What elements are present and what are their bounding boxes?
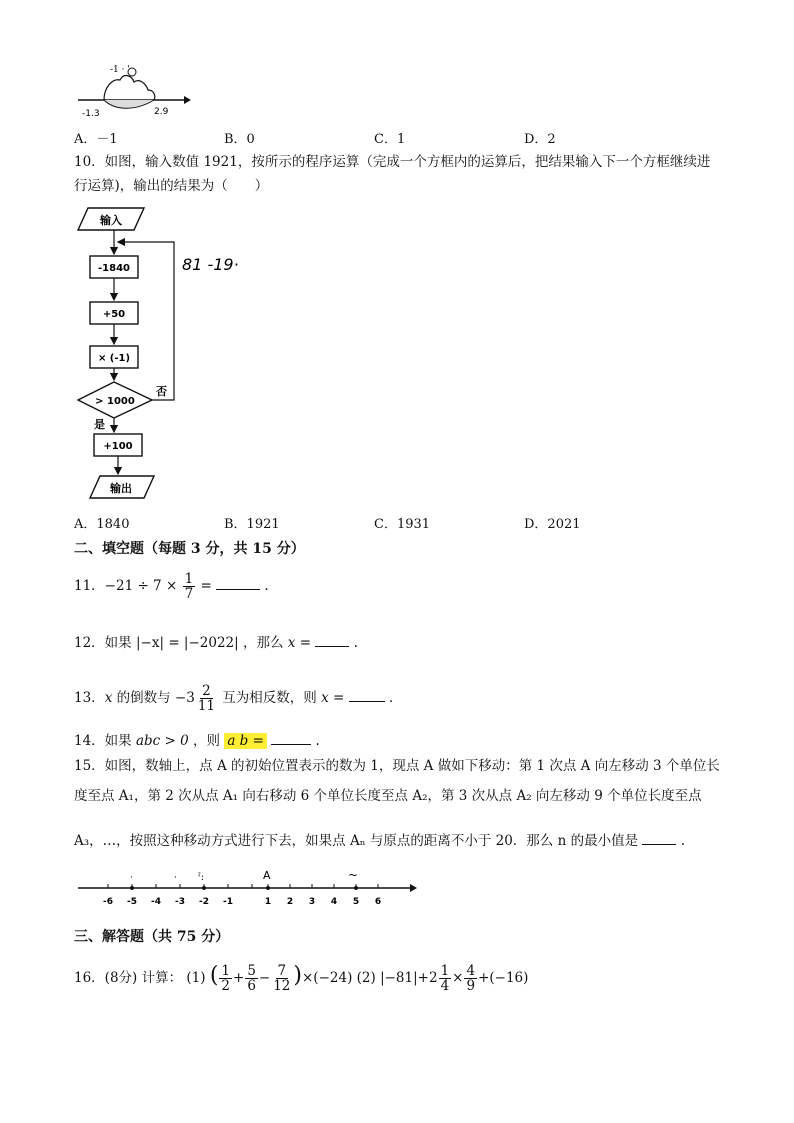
q13: 13．x 的倒数与 −3 $\frac{2}{11}$ 互为相反数，则 x = . (74, 683, 394, 714)
q11-end: . (264, 578, 269, 594)
q15-end: . (680, 833, 685, 849)
q12-mid: ，那么 (242, 635, 284, 651)
q9-number-line-figure (74, 58, 194, 122)
q16-times1: ×(−24) (302, 970, 353, 986)
svg-text:·: · (174, 873, 177, 883)
q11-fraction: $\frac{1}{7}$ (184, 571, 194, 602)
flow-step2-label: +50 (102, 309, 126, 320)
q13-eq: = (333, 690, 345, 706)
q14-cond: abc > 0 (135, 733, 189, 749)
q9-label-right: 2.9 (154, 107, 169, 117)
q16-frac-1: $\frac{1}{2}$ (221, 963, 230, 994)
q16-frac-4: $\frac{4}{9}$ (466, 963, 476, 994)
q11 (74, 572, 269, 601)
q16-times2: × (452, 970, 464, 986)
q11-prefix: 11．−21 ÷ 7 × (74, 578, 178, 594)
flow-output-label: 输出 (110, 482, 132, 495)
q15-tick-3: 3 (308, 897, 316, 907)
q15-tick-neg2: -2 (199, 897, 209, 907)
q9-option-c[interactable]: C．1 (374, 132, 406, 147)
q15-answer-blank[interactable] (642, 830, 676, 845)
flow-handwriting: 81 -19· (182, 255, 239, 274)
q15-tick-neg5: -5 (127, 897, 137, 907)
svg-text:ˀ:: ˀ: (198, 872, 205, 883)
flow-decision-label: > 1000 (95, 396, 135, 407)
q16-abs: |−81| (380, 970, 418, 986)
q15-tick-2: 2 (286, 897, 294, 907)
q12-abs2: |−2022| (183, 635, 239, 651)
q15-tick-6: 6 (374, 897, 382, 907)
q12-eq2: = (299, 635, 312, 651)
flow-step3-label: × (-1) (97, 353, 131, 364)
q12-eq: = (168, 635, 180, 651)
q12 (74, 632, 358, 653)
q15-point-a: A (263, 869, 271, 882)
q15-line1: 15．如图，数轴上，点 A 的初始位置表示的数为 1，现点 A 做如下移动：第 1 次点 A 向左移动 3 个单位长 (74, 758, 720, 774)
flow-yes-label: 是 (94, 418, 105, 431)
q16-part1-label: (1) (186, 970, 206, 986)
q10-option-c[interactable]: C．1931 (374, 517, 431, 532)
q16-mixed-frac: $\frac{1}{4}$ (440, 963, 450, 994)
q9-option-b[interactable]: B．0 (224, 132, 255, 147)
q15-line3: A₃，…，按照这种移动方式进行下去，如果点 Aₙ 与原点的距离不小于 20．那么 n 的最小值是 (74, 833, 639, 849)
q16-tail: +(−16) (478, 970, 529, 986)
q13-prefix-var: x (104, 690, 113, 706)
q10-flowchart (74, 204, 274, 504)
q15-line2: 度至点 A₁，第 2 次从点 A₁ 向右移动 6 个单位长度至点 A₂，第 3 次从点 A₂ 向左移动 9 个单位长度至点 (74, 788, 702, 804)
q13-fraction: $\frac{2}{11}$ (197, 683, 215, 714)
q14-prefix: 14．如果 (74, 733, 132, 749)
q15-tick-4: 4 (330, 897, 338, 907)
q16-part2-label: (2) (356, 970, 376, 986)
q9-option-d[interactable]: D．2 (524, 132, 556, 147)
q12-end: . (353, 635, 358, 651)
q10-option-d[interactable]: D．2021 (524, 517, 581, 532)
q13-mid: 互为相反数，则 (222, 690, 317, 706)
q16-plus2: + (417, 970, 429, 986)
q14-mid: ，则 (193, 733, 221, 749)
q16-frac-3: $\frac{7}{12}$ (273, 963, 291, 994)
q13-var: x (321, 690, 329, 706)
q14 (74, 730, 320, 751)
q10-option-b[interactable]: B．1921 (224, 517, 280, 532)
q15-number-line (74, 866, 424, 914)
q12-prefix: 12．如果 (74, 635, 132, 651)
q13-answer-blank[interactable] (349, 687, 385, 702)
q16-plus: + (233, 970, 245, 986)
q13-end: . (388, 690, 394, 706)
q14-answer-blank[interactable] (271, 730, 311, 745)
q16-frac-2: $\frac{5}{6}$ (247, 963, 256, 994)
q11-eq: = (200, 578, 212, 594)
q16-prefix: 16．(8分) 计算： (74, 970, 183, 986)
q10-stem-line2: 行运算)，输出的结果为（ ） (74, 178, 269, 194)
q11-answer-blank[interactable] (216, 575, 260, 590)
q12-abs1: |−x| (135, 635, 165, 651)
flow-step4-label: +100 (103, 441, 133, 452)
q14-end: . (315, 733, 320, 749)
flow-step1-label: -1840 (98, 263, 130, 274)
q10-stem-line1: 10．如图，输入数值 1921，按所示的程序运算（完成一个方框内的运算后，把结果输入下一个方框继续进 (74, 154, 711, 170)
q15-line3-wrap (74, 830, 685, 851)
q9-option-a[interactable]: A．－1 (74, 132, 118, 147)
q13-whole: −3 (174, 690, 195, 706)
q15-tick-neg1: -1 (223, 897, 233, 907)
svg-text:·: · (130, 873, 133, 883)
q12-answer-blank[interactable] (315, 632, 349, 647)
q16-minus: − (258, 970, 271, 986)
q15-tick-1: 1 (264, 897, 272, 907)
section-3-heading: 三、解答题（共 75 分） (74, 929, 230, 945)
q16: 16．(8分) 计算： (1) ( $\frac{1}{2}$ + $\frac{5}{6}$ − $\frac{7}{12}$ )×(−24) (2) |−81|+2 $\frac{1}{4}$ × $\frac{4}{9}$ +(−16) (74, 963, 529, 994)
q9-label-left: -1.3 (82, 109, 100, 119)
section-2-heading: 二、填空题（每题 3 分，共 15 分） (74, 541, 305, 557)
q14-highlight: a b = (224, 733, 267, 749)
q13-prefix: 的倒数与 (116, 690, 171, 706)
q9-scribble: -1 · ' (110, 65, 130, 75)
q16-mixed-whole: 2 (428, 970, 438, 986)
svg-text:~: ~ (348, 868, 359, 882)
flow-input-label: 输入 (100, 214, 122, 227)
q10-option-a[interactable]: A．1840 (74, 517, 130, 532)
q15-tick-neg3: -3 (175, 897, 185, 907)
q15-tick-neg4: -4 (151, 897, 161, 907)
q15-tick-neg6: -6 (103, 897, 113, 907)
q12-var: x (287, 635, 296, 651)
flow-no-label: 否 (156, 385, 167, 398)
q15-tick-5: 5 (352, 897, 360, 907)
